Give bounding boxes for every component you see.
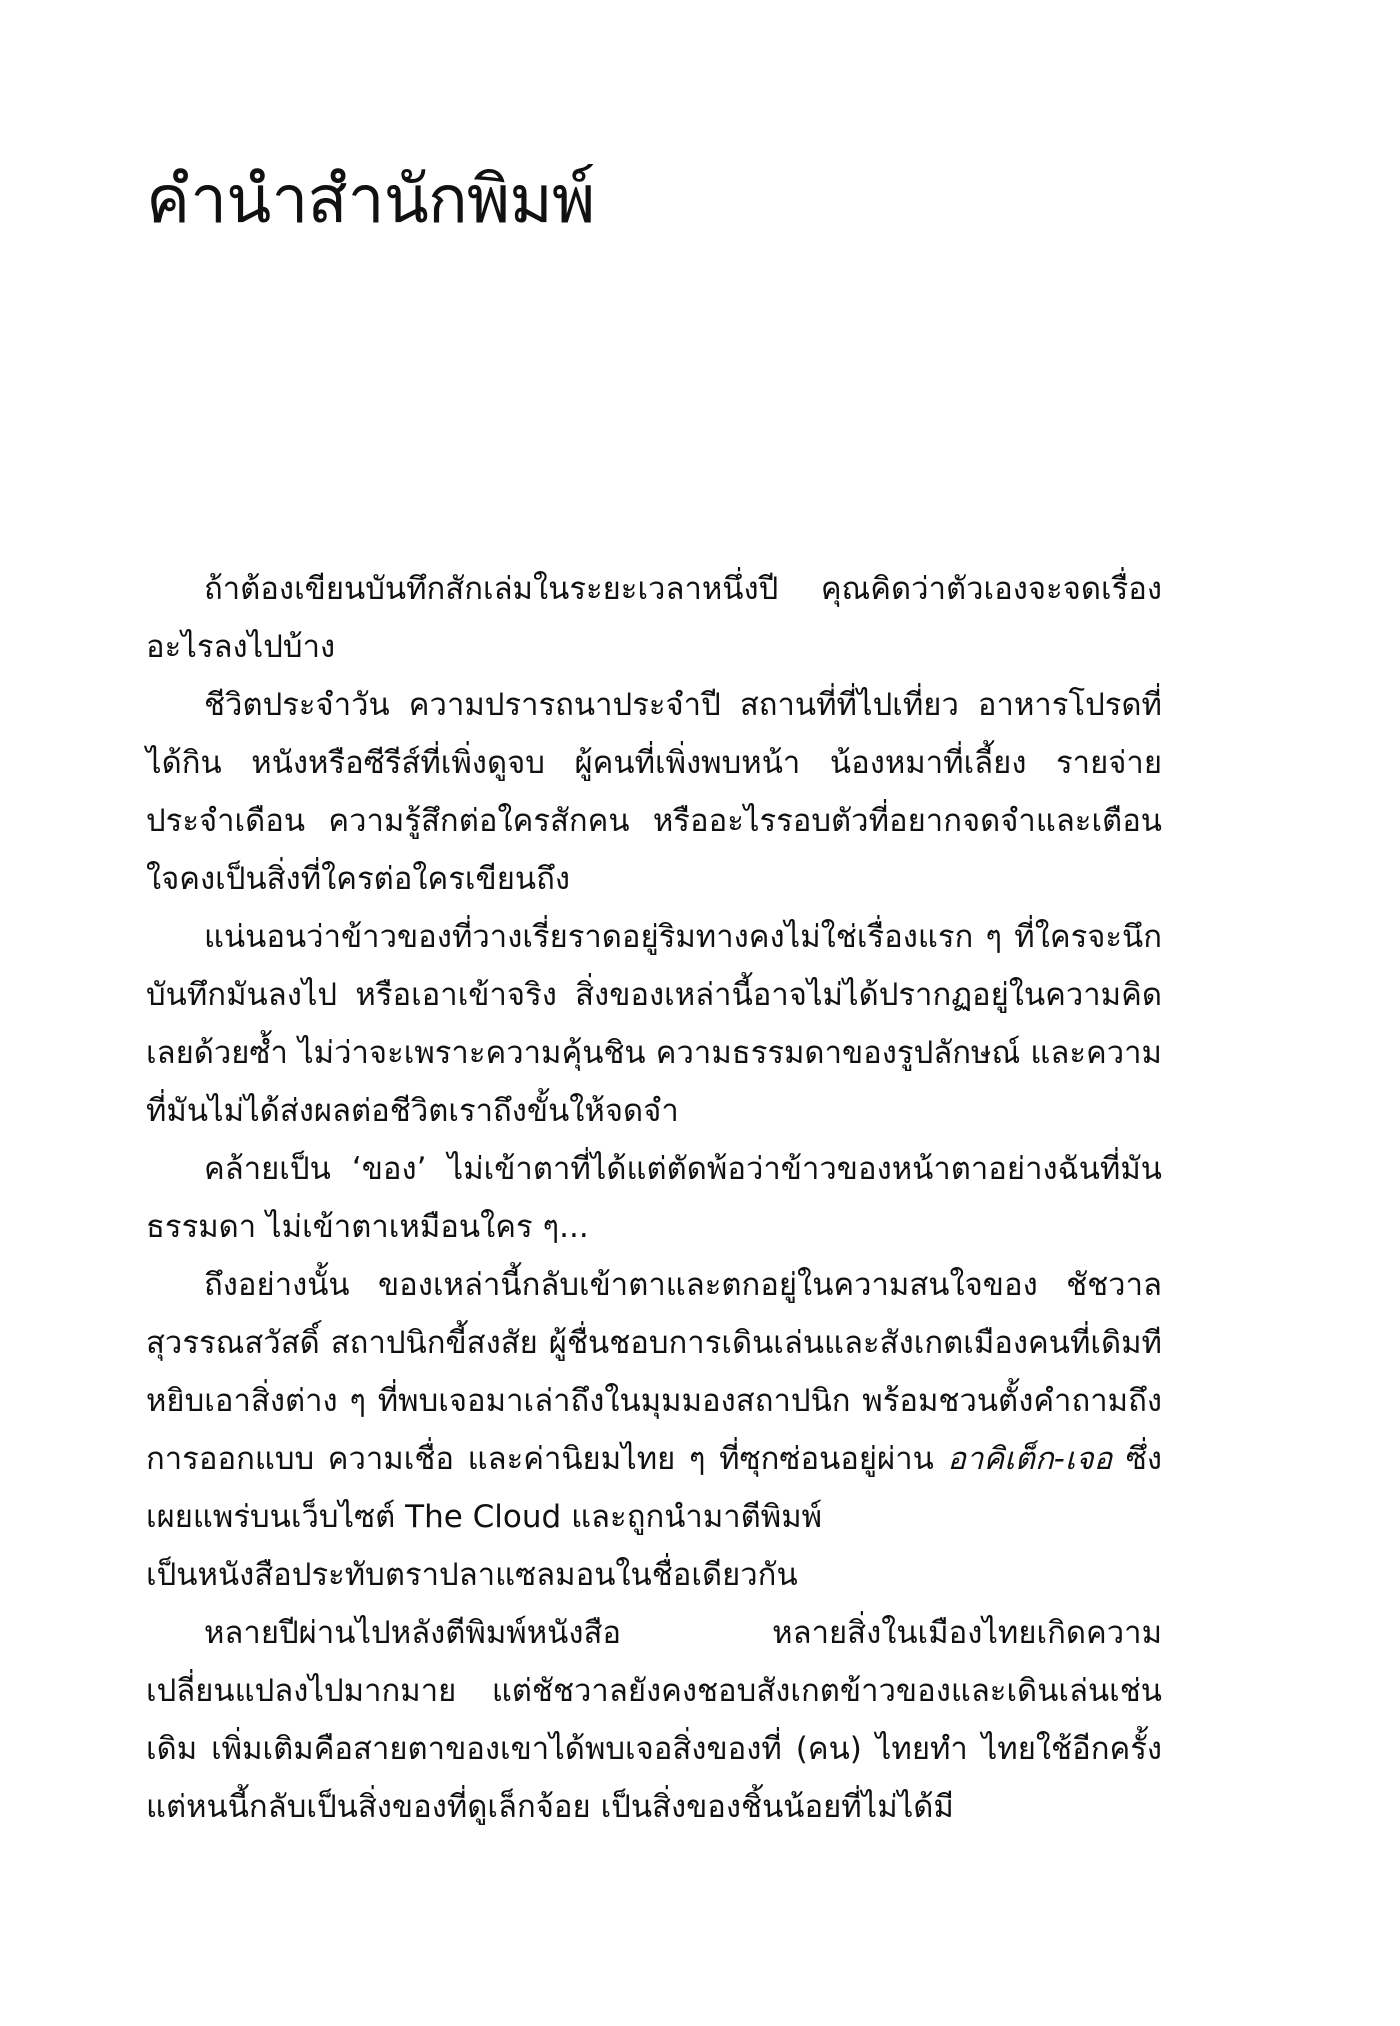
paragraph-5-last-line: เป็นหนังสือประทับตราปลาแซลมอนในชื่อเดียวกัน [146, 1557, 798, 1593]
book-title-italic: อาคิเต็ก-เจอ [947, 1441, 1113, 1477]
paragraph-2: ชีวิตประจำวัน ความปรารถนาประจำปี สถานที่ที่ไปเที่ยว อาหารโปรดที่ได้กิน หนังหรือซีรีส์ที่เพิ่งดูจบ ผู้คนที่เพิ่งพบหน้า น้องหมาที่เลี้ยง รายจ่ายประจำเดือน ความรู้สึกต่อใครสักคน หรืออะไรรอบตัวที่อยากจดจำและเตือนใจคงเป็นสิ่งที่ใครต่อใครเขียนถึง [146, 687, 1162, 897]
paragraph-5-text-after: ซึ่งเผยแพร่บนเว็บไซต์ The Cloud และถูกนำมาตีพิมพ์ [146, 1441, 1162, 1535]
paragraph-3: แน่นอนว่าข้าวของที่วางเรี่ยราดอยู่ริมทางคงไม่ใช่เรื่องแรก ๆ ที่ใครจะนึกบันทึกมันลงไป หรือเอาเข้าจริง สิ่งของเหล่านี้อาจไม่ได้ปรากฏอยู่ในความคิดเลยด้วยซ้ำ ไม่ว่าจะเพราะความคุ้นชิน ความธรรมดาของรูปลักษณ์ และความที่มันไม่ได้ส่งผลต่อชีวิตเราถึงขั้นให้จดจำ [146, 919, 1162, 1129]
body-text [146, 560, 1162, 1836]
chapter-title: คำนำสำนักพิมพ์ [146, 161, 595, 238]
paragraph-6: หลายปีผ่านไปหลังตีพิมพ์หนังสือ หลายสิ่งในเมืองไทยเกิดความเปลี่ยนแปลงไปมากมาย แต่ชัชวาลยังคงชอบสังเกตข้าวของและเดินเล่นเช่นเดิม เพิ่มเติมคือสายตาของเขาได้พบเจอสิ่งของที่ (คน) ไทยทำ ไทยใช้อีกครั้ง แต่หนนี้กลับเป็นสิ่งของที่ดูเล็กจ้อย เป็นสิ่งของชิ้นน้อยที่ไม่ได้มี [146, 1615, 1162, 1825]
paragraph-5 [146, 1256, 1162, 1604]
paragraph-1: ถ้าต้องเขียนบันทึกสักเล่มในระยะเวลาหนึ่งปี คุณคิดว่าตัวเองจะจดเรื่องอะไรลงไปบ้าง [146, 571, 1162, 665]
paragraph-5-text-before: ถึงอย่างนั้น ของเหล่านี้กลับเข้าตาและตกอยู่ในความสนใจของ ชัชวาล สุวรรณสวัสดิ์ สถาปนิกขี้สงสัย ผู้ชื่นชอบการเดินเล่นและสังเกตเมืองคนที่เดิมทีหยิบเอาสิ่งต่าง ๆ ที่พบเจอมาเล่าถึงในมุมมองสถาปนิก พร้อมชวนตั้งคำถามถึงการออกแบบ ความเชื่อ และค่านิยมไทย ๆ ที่ซุกซ่อนอยู่ผ่าน [146, 1267, 1162, 1477]
paragraph-4: คล้ายเป็น ‘ของ’ ไม่เข้าตาที่ได้แต่ตัดพ้อว่าข้าวของหน้าตาอย่างฉันที่มันธรรมดา ไม่เข้าตาเหมือนใคร ๆ... [146, 1151, 1162, 1245]
